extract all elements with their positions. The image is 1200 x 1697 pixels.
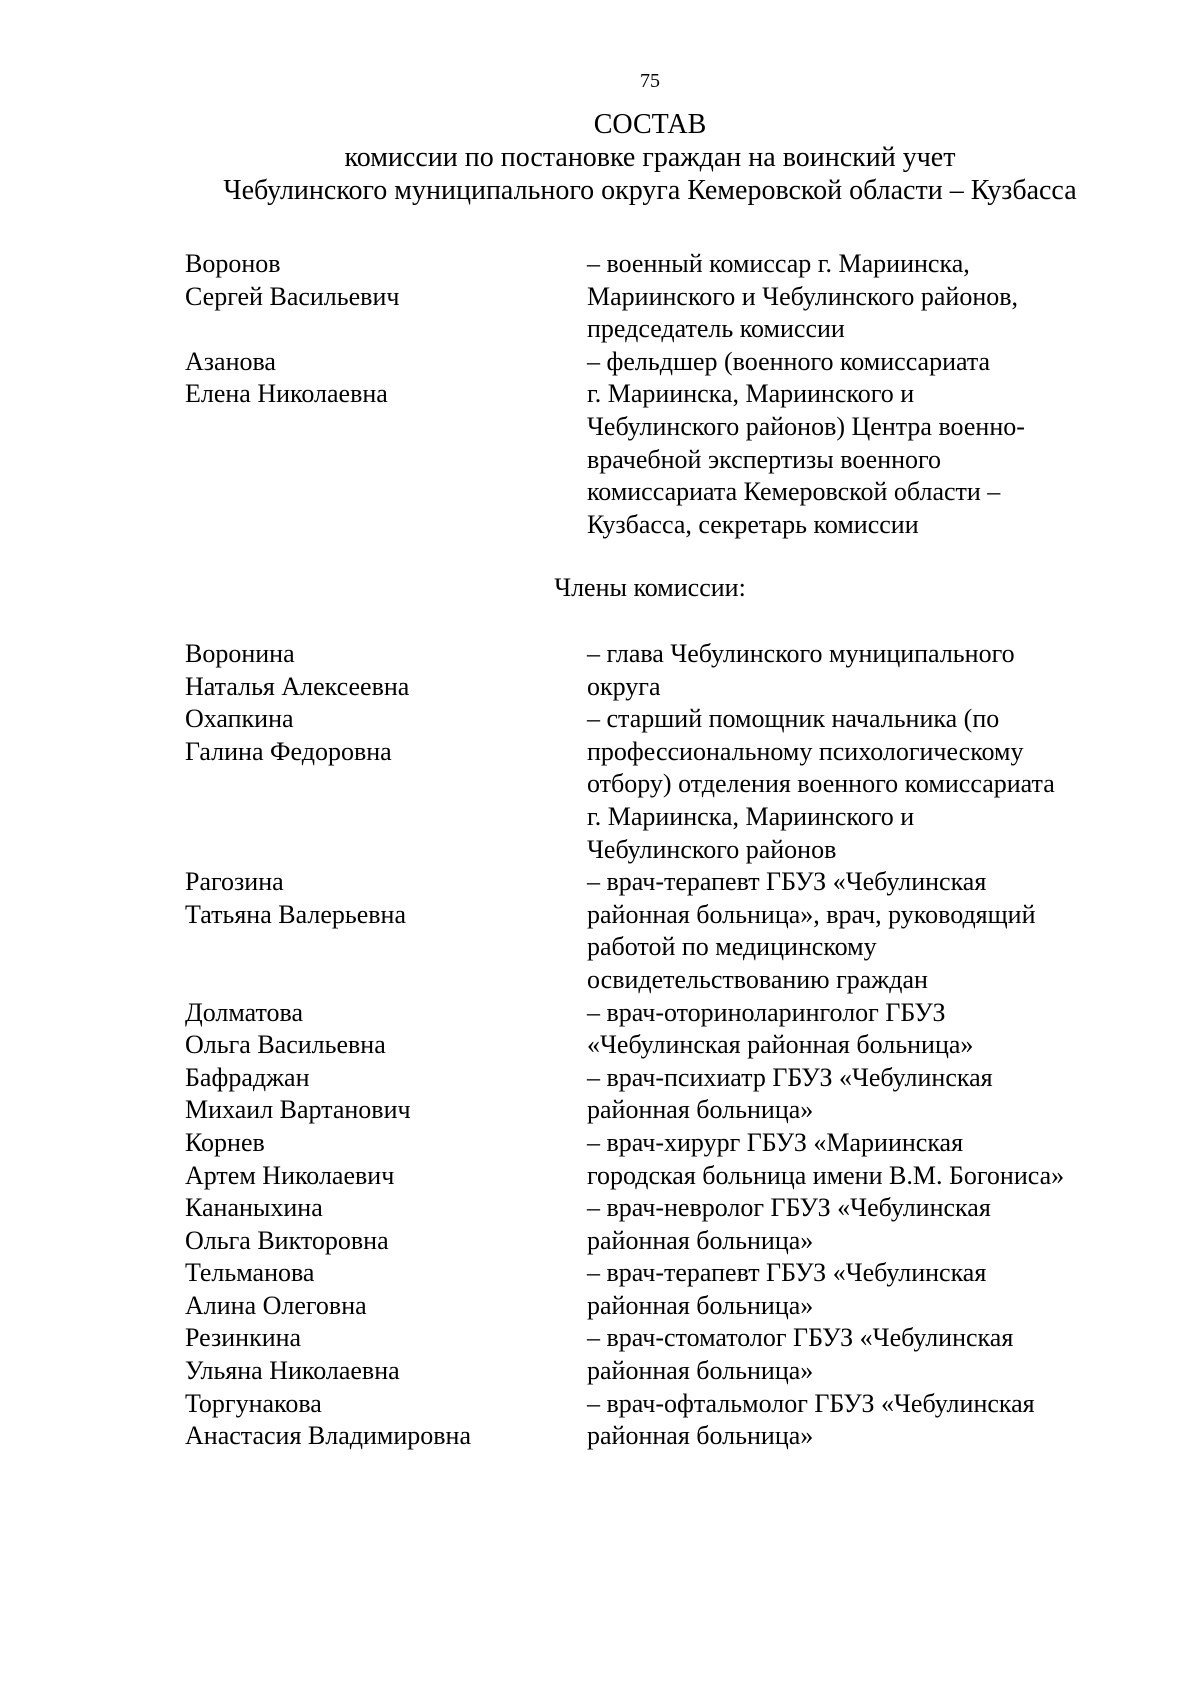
member-given-names: Ольга Васильевна: [185, 1030, 386, 1060]
member-given-names: Анастасия Владимировна: [185, 1421, 471, 1451]
member-role-line: комиссариата Кемеровской области –: [587, 477, 1001, 507]
member-role: [587, 1388, 1145, 1453]
member-role-line: – врач-невролог ГБУЗ «Чебулинская: [587, 1193, 991, 1223]
member-role-line: – врач-стоматолог ГБУЗ «Чебулинская: [587, 1323, 1014, 1353]
member-given-names: Сергей Васильевич: [185, 281, 400, 311]
member-name: [185, 1257, 587, 1322]
member-role: [587, 1062, 1145, 1127]
commission-member-entry: [185, 1388, 1145, 1453]
member-role: [587, 248, 1145, 346]
member-given-names: Наталья Алексеевна: [185, 671, 410, 701]
member-role-line: – старший помощник начальника (по: [587, 704, 1000, 734]
member-surname: Воронов: [185, 249, 281, 278]
commission-member-entry: [185, 866, 1145, 996]
member-name: [185, 703, 587, 866]
member-surname: Азанова: [185, 346, 276, 376]
member-role-line: – врач-хирург ГБУЗ «Мариинская: [587, 1127, 964, 1157]
member-surname: Долматова: [185, 997, 304, 1027]
member-name: [185, 997, 587, 1062]
member-surname: Охапкина: [185, 704, 294, 734]
members-list: [185, 638, 1145, 1453]
member-role-line: – врач-офтальмолог ГБУЗ «Чебулинская: [587, 1388, 1035, 1418]
member-given-names: Елена Николаевна: [185, 379, 388, 409]
member-role: [587, 1257, 1145, 1322]
member-role-line: – врач-психиатр ГБУЗ «Чебулинская: [587, 1062, 993, 1092]
member-name: [185, 346, 587, 542]
commission-member-entry: [185, 997, 1145, 1062]
member-name: [185, 1388, 587, 1453]
commission-member-entry: [185, 1192, 1145, 1257]
member-role-line: председатель комиссии: [587, 314, 845, 344]
member-given-names: Ульяна Николаевна: [185, 1356, 400, 1386]
member-role: [587, 997, 1145, 1062]
member-given-names: Михаил Вартанович: [185, 1095, 411, 1125]
member-role: [587, 346, 1145, 542]
leadership-list: [185, 248, 1145, 541]
member-surname: Торгунакова: [185, 1388, 322, 1418]
member-given-names: Татьяна Валерьевна: [185, 899, 406, 929]
member-role-line: районная больница»: [587, 1095, 814, 1125]
member-role-line: – врач-терапевт ГБУЗ «Чебулинская: [587, 1258, 987, 1288]
member-role-line: – врач-терапевт ГБУЗ «Чебулинская: [587, 867, 987, 897]
members-heading: Члены комиссии:: [554, 573, 746, 602]
commission-member-entry: [185, 1322, 1145, 1387]
member-role-line: – глава Чебулинского муниципального: [587, 639, 1015, 668]
member-surname: Воронина: [185, 639, 295, 668]
document-header: [0, 108, 1200, 207]
commission-member-entry: [185, 703, 1145, 866]
member-name: [185, 1062, 587, 1127]
document-title: СОСТАВ: [593, 109, 707, 140]
member-surname: Бафраджан: [185, 1062, 310, 1092]
member-role: [587, 638, 1145, 703]
member-surname: Тельманова: [185, 1258, 315, 1288]
member-role-line: «Чебулинская районная больница»: [587, 1030, 974, 1060]
member-role: [587, 1322, 1145, 1387]
member-role-line: – врач-оториноларинголог ГБУЗ: [587, 997, 946, 1027]
member-name: [185, 248, 587, 346]
member-role-line: районная больница»: [587, 1225, 814, 1255]
commission-member-entry: [185, 248, 1145, 346]
member-surname: Рагозина: [185, 867, 284, 897]
document-subtitle-line-2: Чебулинского муниципального округа Кемеровской области – Кузбасса: [223, 175, 1077, 206]
member-role-line: районная больница»: [587, 1421, 814, 1451]
member-role-line: районная больница»: [587, 1290, 814, 1320]
member-role: [587, 1127, 1145, 1192]
member-role-line: – военный комиссар г. Мариинска,: [587, 249, 970, 278]
member-role: [587, 703, 1145, 866]
member-given-names: Алина Олеговна: [185, 1290, 367, 1320]
member-name: [185, 638, 587, 703]
member-role: [587, 866, 1145, 996]
page-number: 75: [640, 70, 660, 92]
member-role: [587, 1192, 1145, 1257]
member-role-line: округа: [587, 671, 661, 701]
member-surname: Корнев: [185, 1127, 265, 1157]
member-role-line: Мариинского и Чебулинского районов,: [587, 281, 1019, 311]
member-surname: Резинкина: [185, 1323, 302, 1353]
member-given-names: Артем Николаевич: [185, 1160, 395, 1190]
member-name: [185, 1322, 587, 1387]
member-role-line: Кузбасса, секретарь комиссии: [587, 509, 919, 539]
member-role-line: освидетельствованию граждан: [587, 964, 928, 994]
member-given-names: Ольга Викторовна: [185, 1225, 389, 1255]
member-role-line: г. Мариинска, Мариинского и: [587, 379, 915, 409]
member-role-line: районная больница»: [587, 1356, 814, 1386]
member-role-line: профессиональному психологическому: [587, 736, 1024, 766]
member-name: [185, 1127, 587, 1192]
document-subtitle-line-1: комиссии по постановке граждан на воинский учет: [344, 142, 956, 173]
member-given-names: Галина Федоровна: [185, 736, 392, 766]
commission-member-entry: [185, 1257, 1145, 1322]
member-role-line: врачебной экспертизы военного: [587, 444, 942, 474]
member-role-line: отбору) отделения военного комиссариата: [587, 769, 1055, 799]
member-name: [185, 866, 587, 996]
commission-member-entry: [185, 638, 1145, 703]
commission-member-entry: [185, 1127, 1145, 1192]
member-role-line: городская больница имени В.М. Богониса»: [587, 1160, 1065, 1190]
commission-member-entry: [185, 1062, 1145, 1127]
member-surname: Кананыхина: [185, 1193, 323, 1223]
member-role-line: – фельдшер (военного комиссариата: [587, 346, 991, 376]
member-name: [185, 1192, 587, 1257]
member-role-line: работой по медицинскому: [587, 932, 877, 962]
commission-member-entry: [185, 346, 1145, 542]
member-role-line: г. Мариинска, Мариинского и: [587, 801, 915, 831]
member-role-line: Чебулинского районов: [587, 834, 837, 864]
member-role-line: районная больница», врач, руководящий: [587, 899, 1036, 929]
member-role-line: Чебулинского районов) Центра военно-: [587, 411, 1025, 441]
